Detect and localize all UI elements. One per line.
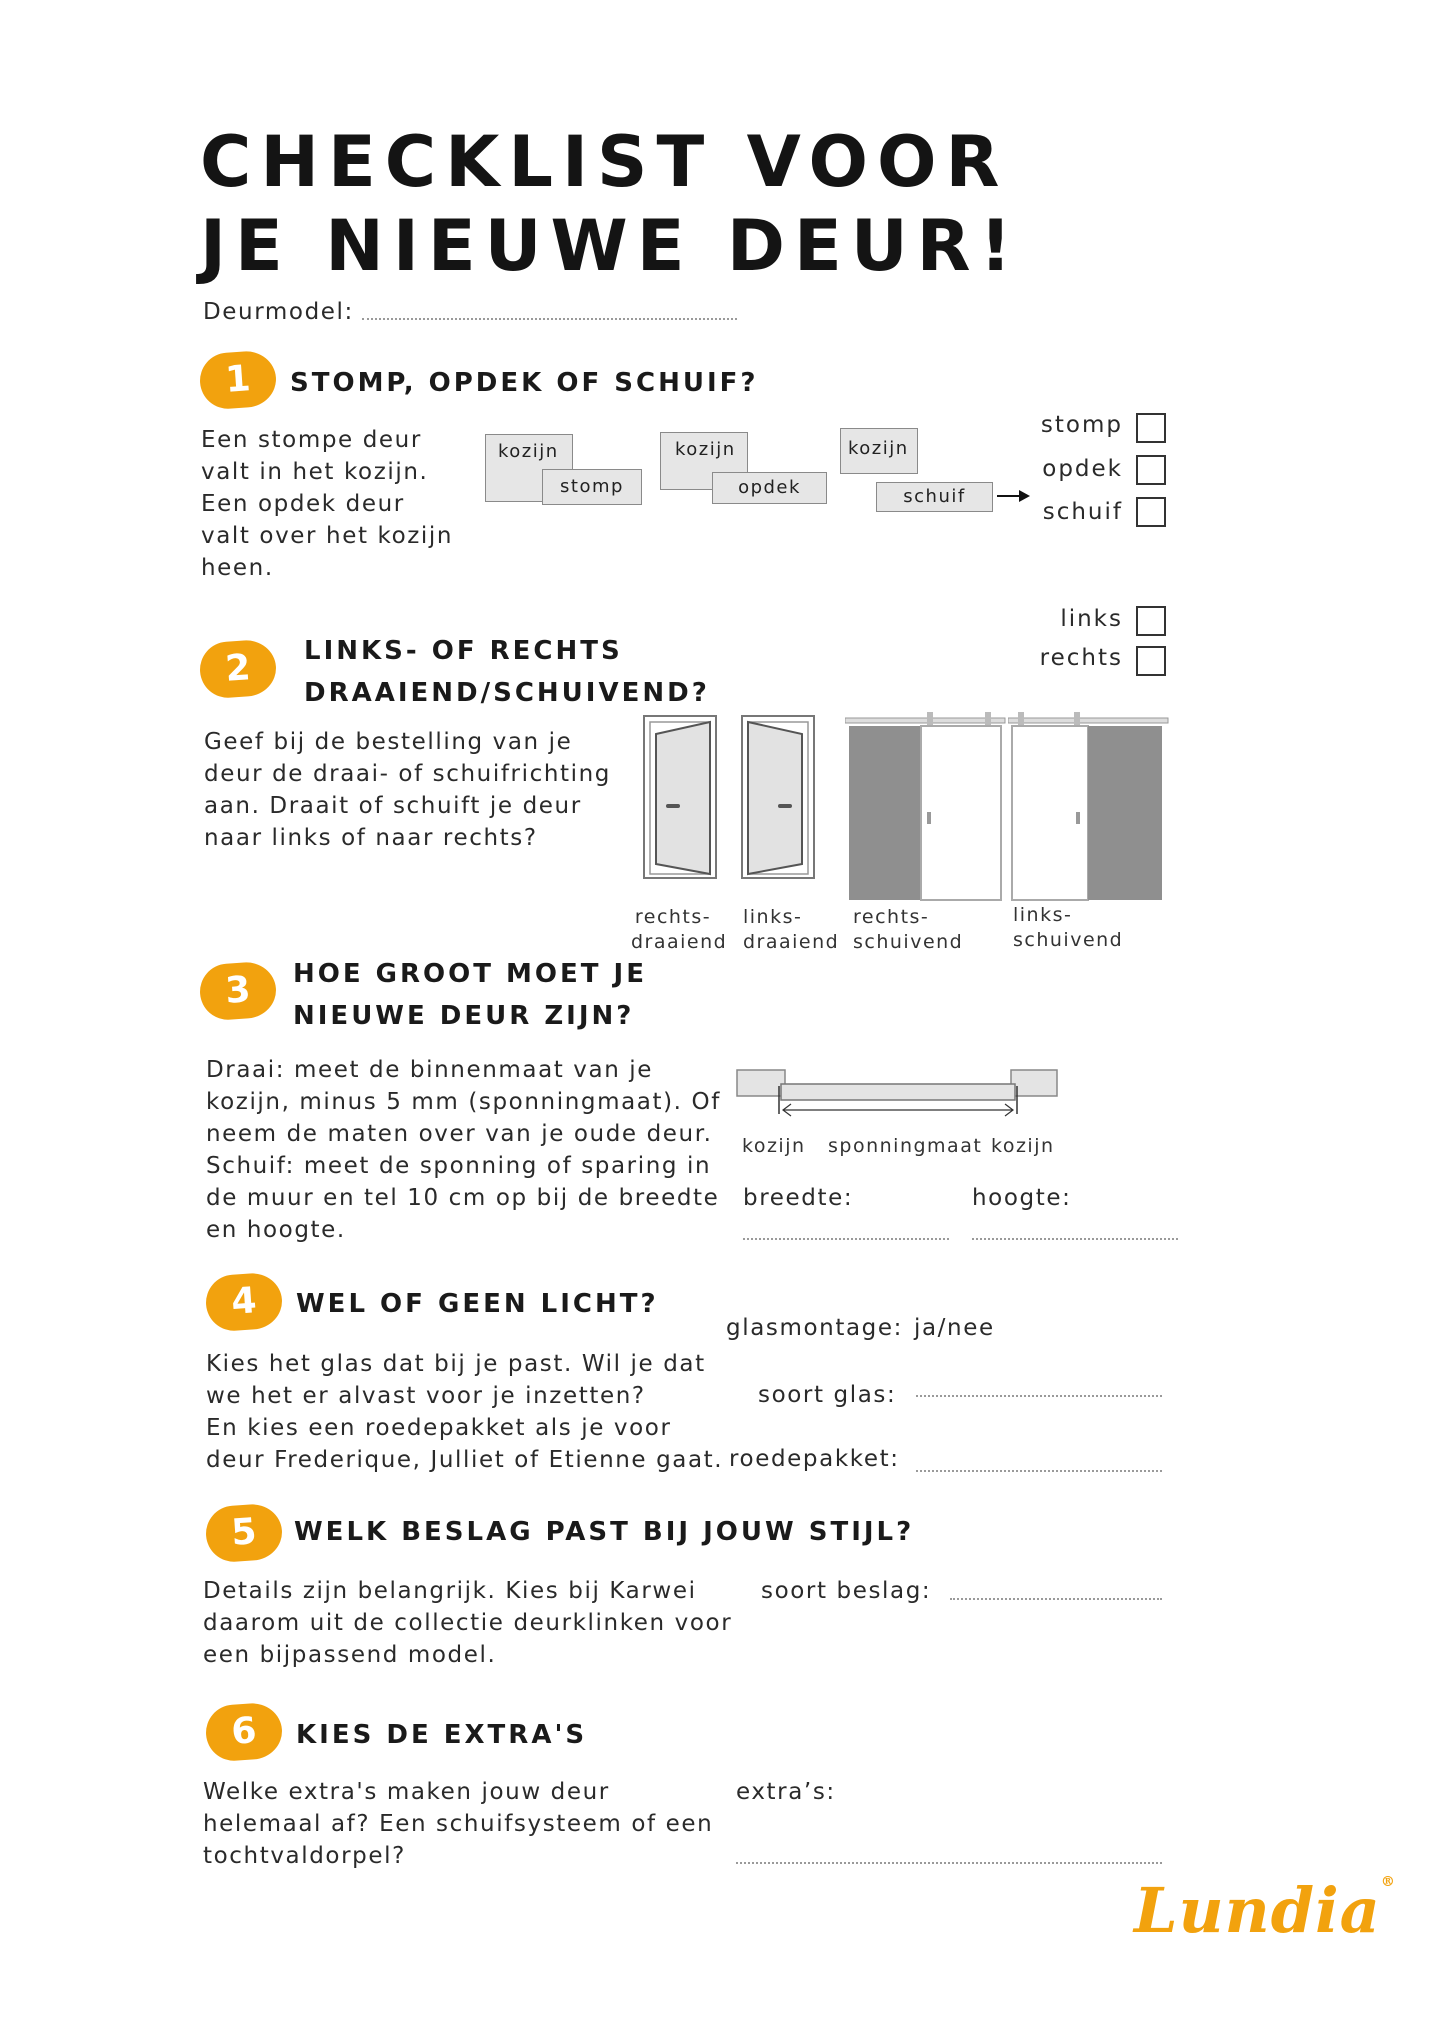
door-links-draaiend-icon bbox=[740, 714, 816, 880]
title-line-2: JE NIEUWE DEUR! bbox=[200, 205, 1021, 287]
section-3-text bbox=[206, 1054, 721, 1246]
opdek-diagram-door: opdek bbox=[712, 472, 827, 504]
kozijn-label: kozijn bbox=[498, 441, 559, 462]
option-schuif-label: schuif bbox=[1042, 499, 1123, 525]
registered-mark: ® bbox=[1380, 1874, 1396, 1890]
hoogte-field[interactable] bbox=[972, 1238, 1178, 1240]
text-line: daarom uit de collectie deurklinken voor bbox=[203, 1610, 733, 1636]
option-opdek-checkbox[interactable] bbox=[1136, 455, 1166, 485]
text-line: helemaal af? Een schuifsysteem of een bbox=[203, 1811, 714, 1837]
label-line: draaiend bbox=[743, 931, 840, 953]
text-line: valt in het kozijn. bbox=[201, 459, 429, 485]
door-label-links-schuivend bbox=[1013, 903, 1123, 953]
option-links-label: links bbox=[1060, 606, 1123, 632]
title-line-1: CHECKLIST VOOR bbox=[200, 121, 1009, 203]
section-5-text bbox=[203, 1575, 732, 1671]
door-rechts-schuivend-icon bbox=[845, 710, 1007, 904]
label-line: schuivend bbox=[1013, 929, 1124, 951]
heading-line: HOE GROOT MOET JE bbox=[293, 959, 647, 989]
label-line: schuivend bbox=[853, 931, 964, 953]
sponningmaat-diagram bbox=[735, 1066, 1061, 1124]
label-line: draaiend bbox=[631, 931, 728, 953]
section-6-text bbox=[203, 1776, 713, 1872]
section-6-badge: 6 bbox=[204, 1701, 284, 1762]
option-rechts-label: rechts bbox=[1039, 645, 1123, 671]
text-line: en hoogte. bbox=[206, 1217, 346, 1243]
section-3-heading bbox=[293, 953, 647, 1037]
text-line: Een opdek deur bbox=[201, 491, 405, 517]
text-line: aan. Draait of schuift je deur bbox=[204, 793, 582, 819]
text-line: deur Frederique, Julliet of Etienne gaat. bbox=[206, 1447, 724, 1473]
extras-field[interactable] bbox=[736, 1862, 1162, 1864]
kozijn-label: kozijn bbox=[848, 438, 909, 459]
text-line: de muur en tel 10 cm op bij de breedte bbox=[206, 1185, 720, 1211]
door-label-rechts-schuivend bbox=[853, 905, 963, 955]
text-line: tochtvaldorpel? bbox=[203, 1843, 406, 1869]
heading-line: NIEUWE DEUR ZIJN? bbox=[293, 1001, 635, 1031]
kozijn-label: kozijn bbox=[675, 439, 736, 460]
text-line: deur de draai- of schuifrichting bbox=[204, 761, 612, 787]
option-schuif-checkbox[interactable] bbox=[1136, 497, 1166, 527]
roedepakket-label: roedepakket: bbox=[729, 1446, 900, 1472]
diagram-label-sponningmaat: sponningmaat bbox=[828, 1135, 983, 1157]
text-line: Geef bij de bestelling van je bbox=[204, 729, 573, 755]
section-5-heading: WELK BESLAG PAST BIJ JOUW STIJL? bbox=[294, 1517, 915, 1547]
heading-line: LINKS- OF RECHTS bbox=[304, 636, 623, 666]
text-line: Schuif: meet de sponning of sparing in bbox=[206, 1153, 712, 1179]
section-1-text bbox=[201, 424, 453, 584]
door-links-schuivend-icon bbox=[1008, 710, 1170, 904]
text-line: kozijn, minus 5 mm (sponningmaat). Of bbox=[206, 1089, 721, 1115]
option-stomp-checkbox[interactable] bbox=[1136, 413, 1166, 443]
glasmontage-value[interactable]: ja/nee bbox=[914, 1315, 995, 1341]
door-label-rechts-draaiend bbox=[631, 905, 728, 955]
soort-beslag-label: soort beslag: bbox=[761, 1578, 932, 1604]
diagram-label-kozijn-left: kozijn bbox=[742, 1135, 806, 1157]
section-6-heading: KIES DE EXTRA'S bbox=[296, 1720, 588, 1750]
label-line: rechts- bbox=[634, 906, 712, 928]
section-3-badge: 3 bbox=[198, 960, 278, 1021]
section-4-text bbox=[206, 1348, 723, 1476]
soort-glas-field[interactable] bbox=[916, 1395, 1162, 1397]
schuif-diagram-kozijn bbox=[840, 428, 918, 474]
diagram-label-kozijn-right: kozijn bbox=[991, 1135, 1055, 1157]
label-line: links- bbox=[743, 906, 803, 928]
label-line: rechts- bbox=[853, 906, 930, 928]
roedepakket-field[interactable] bbox=[916, 1470, 1162, 1472]
door-rechts-draaiend-icon bbox=[642, 714, 718, 880]
text-line: Draai: meet de binnenmaat van je bbox=[206, 1057, 654, 1083]
section-2-heading bbox=[304, 630, 710, 714]
text-line: we het er alvast voor je inzetten? bbox=[206, 1383, 646, 1409]
section-4-badge: 4 bbox=[204, 1271, 284, 1332]
option-links-checkbox[interactable] bbox=[1136, 606, 1166, 636]
text-line: een bijpassend model. bbox=[203, 1642, 497, 1668]
breedte-field[interactable] bbox=[743, 1238, 949, 1240]
option-opdek-label: opdek bbox=[1042, 456, 1123, 482]
option-rechts-checkbox[interactable] bbox=[1136, 646, 1166, 676]
deurmodel-label: Deurmodel: bbox=[203, 299, 354, 325]
text-line: Een stompe deur bbox=[201, 427, 422, 453]
text-line: naar links of naar rechts? bbox=[204, 825, 538, 851]
section-1-heading: STOMP, OPDEK OF SCHUIF? bbox=[290, 368, 759, 398]
text-line: Kies het glas dat bij je past. Wil je dat bbox=[206, 1351, 706, 1377]
stomp-diagram-door: stomp bbox=[542, 469, 642, 505]
section-2-text bbox=[204, 726, 611, 854]
section-5-badge: 5 bbox=[204, 1502, 284, 1563]
label-line: links- bbox=[1013, 904, 1073, 926]
breedte-label: breedte: bbox=[743, 1185, 854, 1211]
logo-text: Lundia bbox=[1134, 1874, 1381, 1947]
soort-glas-label: soort glas: bbox=[758, 1382, 897, 1408]
option-stomp-label: stomp bbox=[1040, 412, 1123, 438]
hoogte-label: hoogte: bbox=[972, 1185, 1072, 1211]
text-line: Welke extra's maken jouw deur bbox=[203, 1779, 610, 1805]
text-line: valt over het kozijn bbox=[201, 523, 454, 549]
extras-label: extra’s: bbox=[736, 1779, 836, 1805]
lundia-logo bbox=[1134, 1874, 1396, 1947]
section-2-badge: 2 bbox=[198, 638, 278, 699]
page-title bbox=[200, 120, 1021, 288]
deurmodel-field[interactable] bbox=[362, 318, 737, 320]
section-1-badge: 1 bbox=[198, 349, 278, 410]
text-line: Details zijn belangrijk. Kies bij Karwei bbox=[203, 1578, 697, 1604]
text-line: neem de maten over van je oude deur. bbox=[206, 1121, 713, 1147]
door-label-links-draaiend bbox=[743, 905, 839, 955]
soort-beslag-field[interactable] bbox=[950, 1598, 1162, 1600]
schuif-diagram-door: schuif bbox=[876, 482, 993, 512]
glasmontage-label: glasmontage: bbox=[726, 1315, 903, 1341]
text-line: En kies een roedepakket als je voor bbox=[206, 1415, 672, 1441]
section-4-heading: WEL OF GEEN LICHT? bbox=[296, 1289, 659, 1319]
heading-line: DRAAIEND/SCHUIVEND? bbox=[304, 678, 710, 708]
text-line: heen. bbox=[201, 555, 274, 581]
